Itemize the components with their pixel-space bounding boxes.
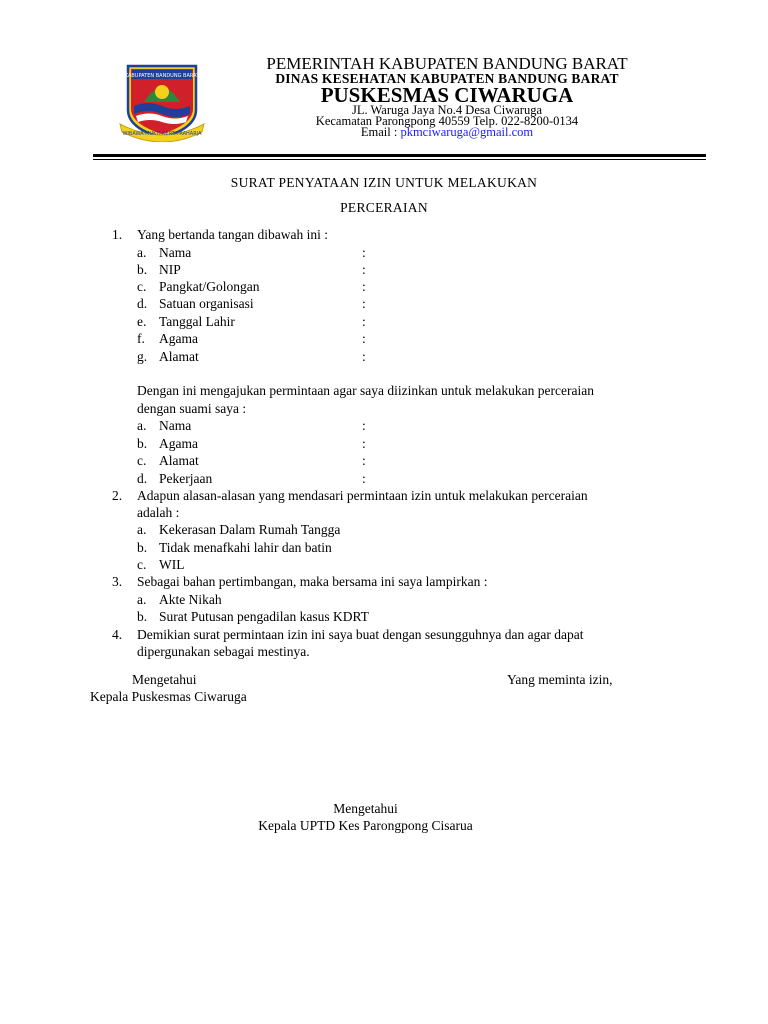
field-colon: :: [362, 262, 366, 277]
email-link[interactable]: pkmciwaruga@gmail.com: [400, 125, 534, 139]
field-colon: :: [362, 245, 366, 260]
reason-item: Tidak menafkahi lahir dan batin: [159, 540, 332, 555]
field-colon: :: [362, 453, 366, 468]
spouse-label-alamat: Alamat: [159, 453, 199, 468]
bottom-signature-title: Kepala UPTD Kes Parongpong Cisarua: [258, 818, 473, 833]
field-label-agama: Agama: [159, 331, 198, 346]
request-paragraph-line2: dengan suami saya :: [137, 401, 247, 416]
field-label-nama: Nama: [159, 245, 192, 260]
field-letter: d.: [137, 296, 148, 311]
district-emblem-logo: [118, 62, 206, 142]
item-number-4: 4.: [112, 627, 123, 642]
field-letter: b.: [137, 436, 148, 451]
closing-line1: Demikian surat permintaan izin ini saya buat dengan sesungguhnya dan agar dapat: [137, 627, 584, 642]
field-colon: :: [362, 436, 366, 451]
reasons-line1: Adapun alasan-alasan yang mendasari permintaan izin untuk melakukan perceraian: [137, 488, 588, 503]
item-number-2: 2.: [112, 488, 123, 503]
reason-letter: a.: [137, 522, 147, 537]
field-colon: :: [362, 279, 366, 294]
attachment-item: Akte Nikah: [159, 592, 222, 607]
field-letter: d.: [137, 471, 148, 486]
field-label-pangkat: Pangkat/Golongan: [159, 279, 260, 294]
document-title-line1: SURAT PENYATAAN IZIN UNTUK MELAKUKAN: [230, 175, 538, 190]
field-colon: :: [362, 418, 366, 433]
field-label-alamat: Alamat: [159, 349, 199, 364]
field-letter: c.: [137, 279, 147, 294]
field-label-nip: NIP: [159, 262, 181, 277]
header-address: JL. Waruga Jaya No.4 Desa Ciwaruga: [351, 103, 543, 117]
reason-item: Kekerasan Dalam Rumah Tangga: [159, 522, 341, 537]
field-letter: b.: [137, 262, 148, 277]
field-colon: :: [362, 331, 366, 346]
item-number-1: 1.: [112, 227, 123, 242]
header-divider-thick: [93, 154, 706, 157]
field-colon: :: [362, 349, 366, 364]
right-signature-label: Yang meminta izin,: [507, 672, 613, 687]
field-label-tanggal-lahir: Tanggal Lahir: [159, 314, 235, 329]
section1-intro: Yang bertanda tangan dibawah ini :: [137, 227, 328, 242]
field-letter: c.: [137, 453, 147, 468]
header-divider-thin: [93, 159, 706, 160]
attachments-intro: Sebagai bahan pertimbangan, maka bersama ini saya lampirkan :: [137, 574, 488, 589]
header-district-phone: Kecamatan Parongpong 40559 Telp. 022-8200-0134: [315, 114, 579, 128]
header-government: PEMERINTAH KABUPATEN BANDUNG BARAT: [266, 54, 628, 73]
spouse-label-agama: Agama: [159, 436, 198, 451]
reason-letter: b.: [137, 540, 148, 555]
attachment-item: Surat Putusan pengadilan kasus KDRT: [159, 609, 369, 624]
bottom-signature-label: Mengetahui: [333, 801, 398, 816]
field-letter: g.: [137, 349, 148, 364]
attachment-letter: a.: [137, 592, 147, 607]
logo-top-text: KABUPATEN BANDUNG BARAT: [124, 73, 200, 79]
left-signature-title: Kepala Puskesmas Ciwaruga: [90, 689, 247, 704]
field-letter: f.: [137, 331, 145, 346]
attachment-letter: b.: [137, 609, 148, 624]
header-department: DINAS KESEHATAN KABUPATEN BANDUNG BARAT: [275, 71, 619, 86]
reason-letter: c.: [137, 557, 147, 572]
reason-item: WIL: [159, 557, 185, 572]
field-colon: :: [362, 314, 366, 329]
header-email-line: [252, 126, 642, 138]
request-paragraph-line1: Dengan ini mengajukan permintaan agar saya diizinkan untuk melakukan perceraian: [137, 383, 594, 398]
reasons-line2: adalah :: [137, 505, 180, 520]
logo-motto-text: WIBAWA MUKTI KERTA RAHARJA: [122, 131, 202, 137]
field-letter: e.: [137, 314, 147, 329]
item-number-3: 3.: [112, 574, 123, 589]
spouse-label-pekerjaan: Pekerjaan: [159, 471, 213, 486]
field-colon: :: [362, 471, 366, 486]
field-letter: a.: [137, 245, 147, 260]
field-colon: :: [362, 296, 366, 311]
field-letter: a.: [137, 418, 147, 433]
header-institution: PUSKESMAS CIWARUGA: [320, 83, 574, 107]
document-title-line2: PERCERAIAN: [340, 200, 428, 215]
field-label-satuan: Satuan organisasi: [159, 296, 254, 311]
left-signature-label: Mengetahui: [132, 672, 197, 687]
closing-line2: dipergunakan sebagai mestinya.: [137, 644, 310, 659]
email-label: Email :: [360, 125, 401, 139]
spouse-label-nama: Nama: [159, 418, 192, 433]
